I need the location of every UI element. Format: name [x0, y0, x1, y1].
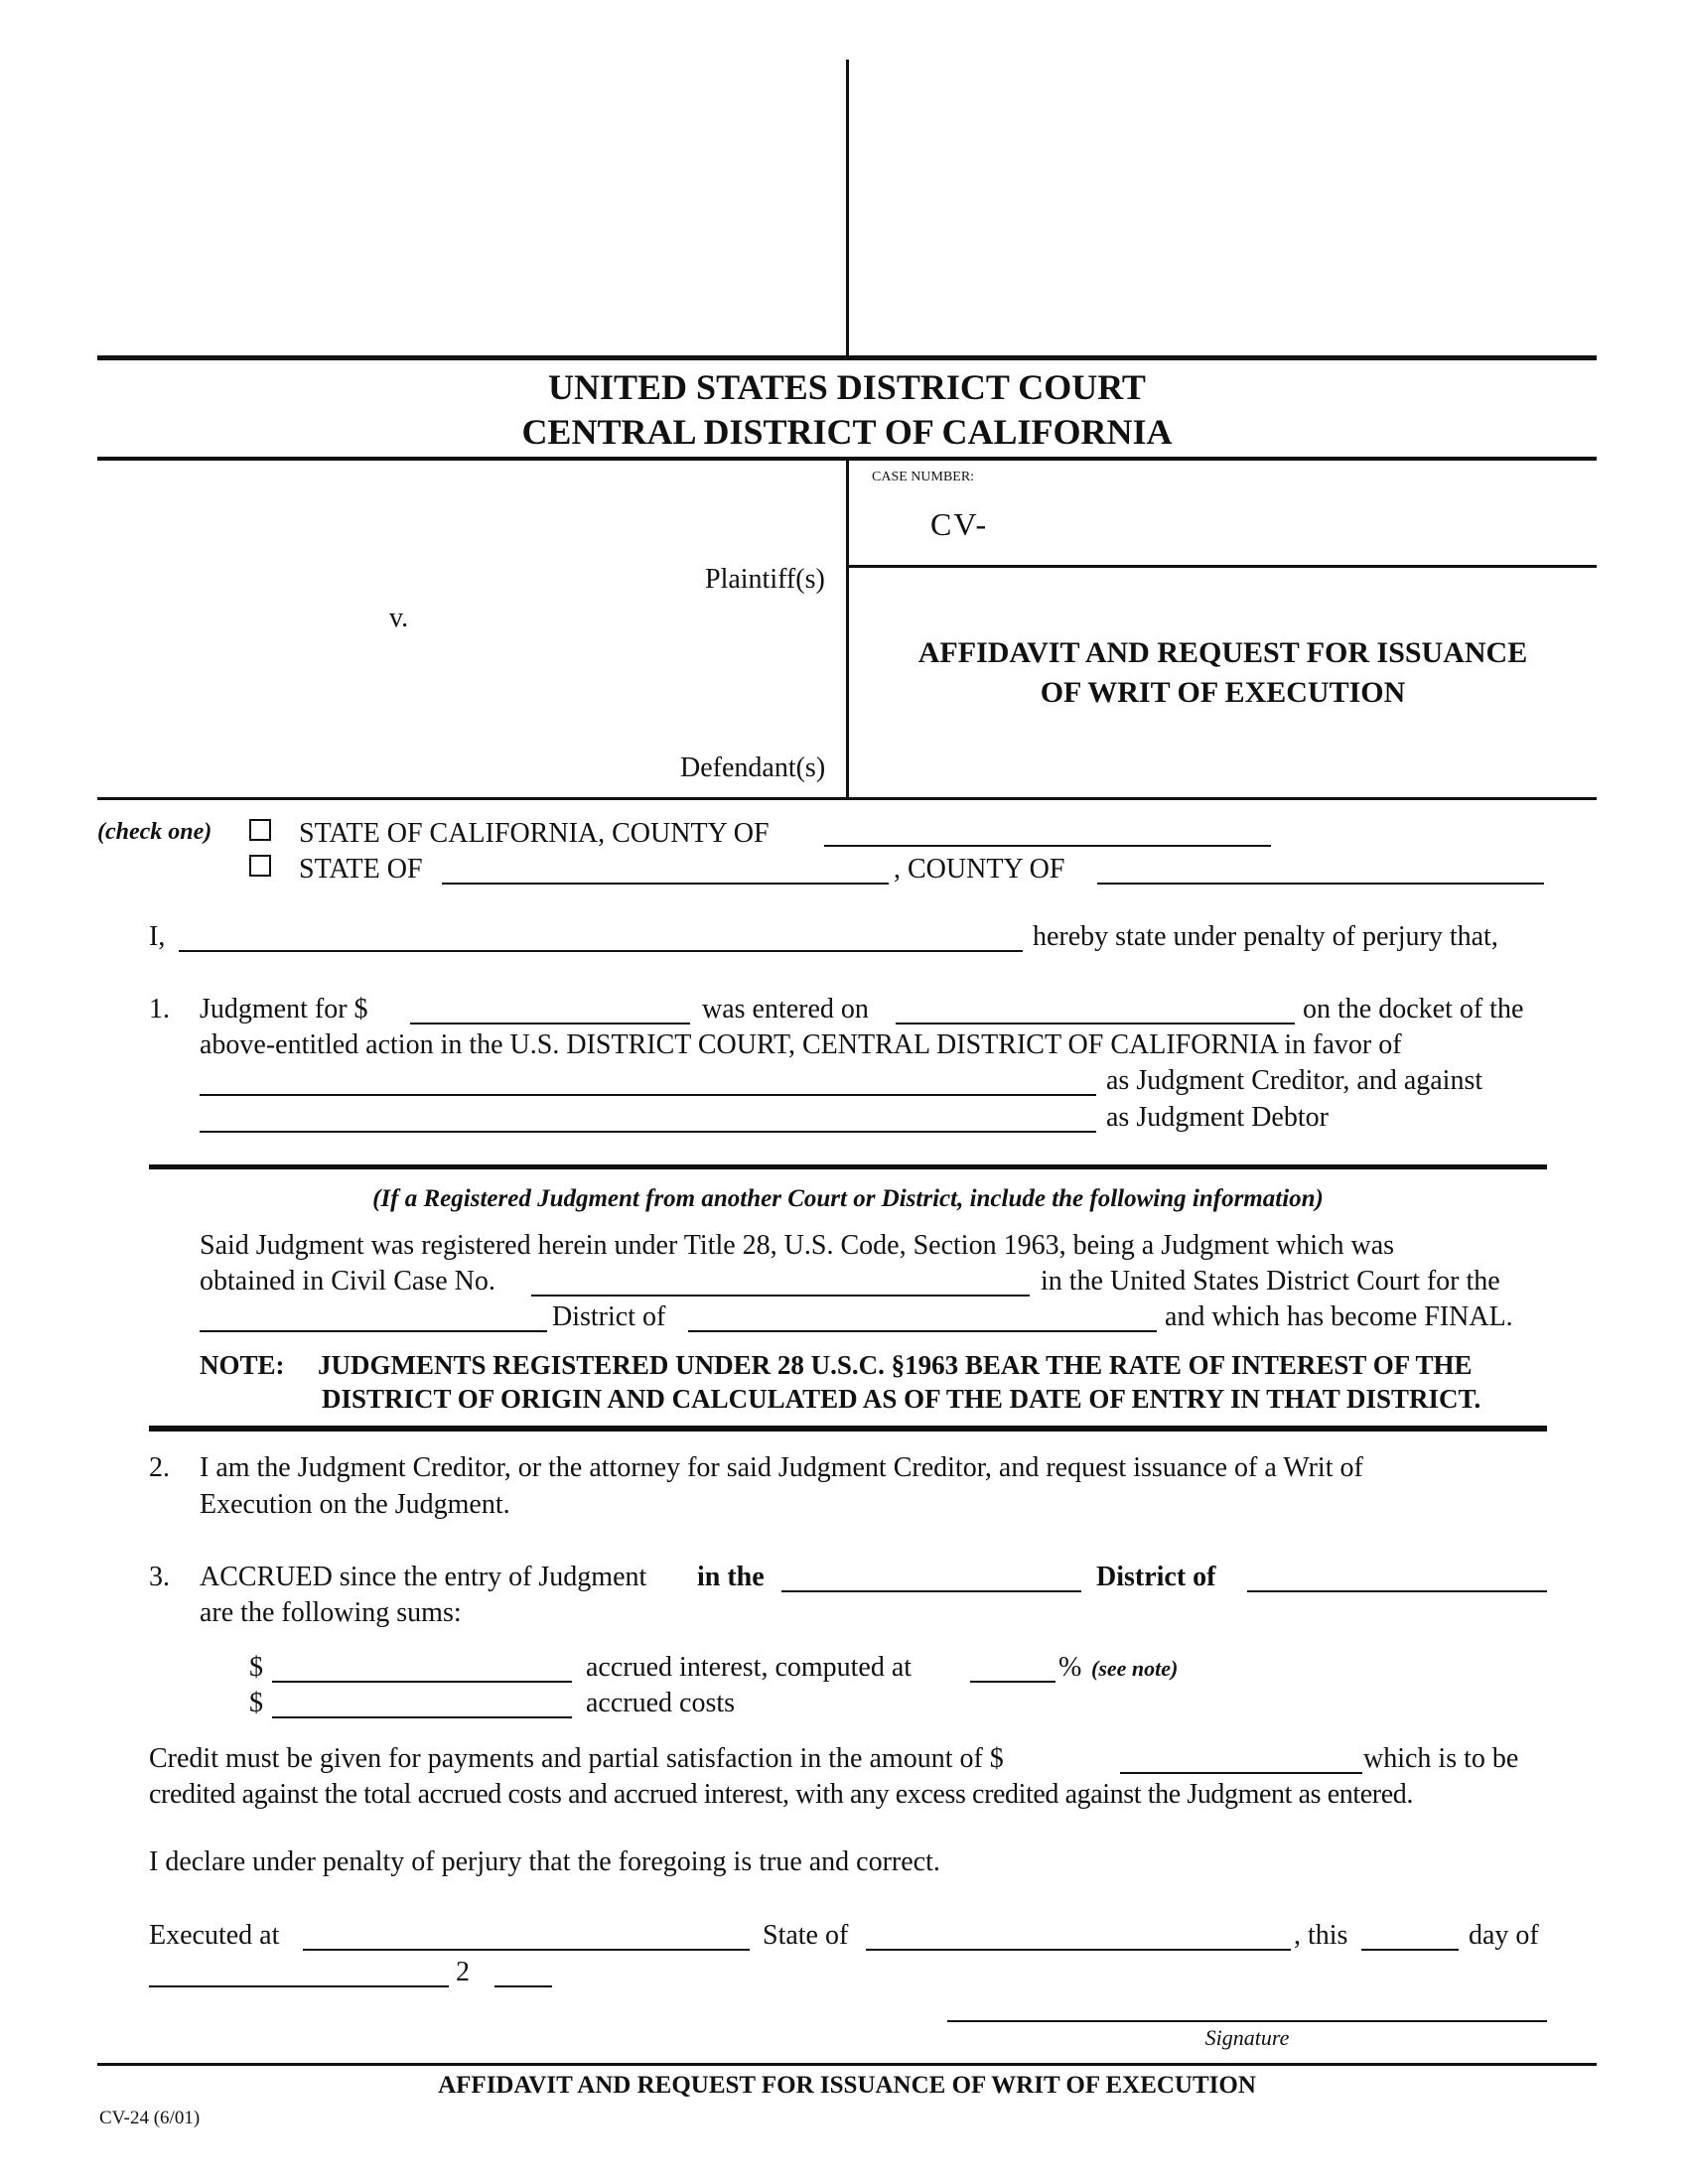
registered-court-for-label: in the United States District Court for the [1041, 1266, 1500, 1297]
item2-line1: I am the Judgment Creditor, or the attorney for said Judgment Creditor, and request issuance of a Writ of [200, 1452, 1363, 1483]
judgment-amount-field[interactable] [410, 1023, 690, 1024]
note-label: NOTE: [200, 1350, 285, 1380]
venue-other-state-checkbox[interactable] [249, 855, 271, 877]
signature-label: Signature [1204, 2025, 1290, 2050]
item3-in-the-label: in the [697, 1562, 765, 1592]
item3-line2: are the following sums: [200, 1597, 462, 1628]
venue-california-county-field[interactable] [824, 845, 1271, 847]
registered-civil-case-label: obtained in Civil Case No. [200, 1266, 495, 1297]
case-number-prefix[interactable]: CV- [930, 506, 989, 542]
case-number-label: CASE NUMBER: [872, 470, 975, 484]
registered-line1: Said Judgment was registered herein under Title 28, U.S. Code, Section 1963, being a Judgment which was [200, 1230, 1395, 1261]
form-id: CV-24 (6/01) [99, 2108, 201, 2128]
judgment-entry-date-field[interactable] [896, 1023, 1295, 1024]
header-top-rule [97, 355, 1597, 360]
costs-dollar-sign: $ [249, 1688, 263, 1718]
registered-heading: (If a Registered Judgment from another Court or District, include the following information) [372, 1185, 1324, 1212]
credit-amount-field[interactable] [1120, 1772, 1362, 1774]
executed-month-field[interactable] [149, 1985, 449, 1987]
see-note-label: (see note) [1091, 1656, 1179, 1681]
accrued-interest-label: accrued interest, computed at [586, 1652, 913, 1683]
executed-city-field[interactable] [303, 1949, 750, 1951]
origin-court-name-field[interactable] [200, 1330, 547, 1332]
accrued-court-field[interactable] [781, 1590, 1081, 1592]
item3-district-of-label: District of [1096, 1562, 1216, 1592]
percent-sign: % [1058, 1652, 1082, 1683]
plaintiff-label: Plaintiff(s) [705, 564, 825, 595]
venue-other-county-label: , COUNTY OF [894, 854, 1065, 885]
versus-label: v. [389, 603, 409, 633]
court-name-line1: UNITED STATES DISTRICT COURT [548, 367, 1146, 407]
caption-bottom-rule [97, 797, 1597, 800]
credit-line1b: which is to be [1363, 1743, 1519, 1774]
executed-year-prefix: 2 [456, 1957, 470, 1987]
judgment-for-label: Judgment for $ [200, 994, 368, 1024]
judgment-creditor-field[interactable] [200, 1094, 1096, 1096]
docket-label: on the docket of the [1303, 994, 1524, 1024]
executed-day-field[interactable] [1361, 1949, 1459, 1951]
interest-dollar-sign: $ [249, 1652, 263, 1683]
registered-final-label: and which has become FINAL. [1165, 1301, 1513, 1332]
item2-number: 2. [149, 1452, 170, 1483]
judgment-creditor-label: as Judgment Creditor, and against [1106, 1065, 1483, 1096]
item3-number: 3. [149, 1562, 170, 1592]
declaration-statement: I declare under penalty of perjury that the foregoing is true and correct. [149, 1846, 940, 1877]
venue-other-state-label: STATE OF [299, 854, 423, 885]
accrued-district-field[interactable] [1247, 1590, 1547, 1592]
court-name-line2: CENTRAL DISTRICT OF CALIFORNIA [521, 412, 1173, 452]
accrued-costs-label: accrued costs [586, 1688, 736, 1718]
judgment-debtor-field[interactable] [200, 1131, 1096, 1133]
venue-california-checkbox[interactable] [249, 819, 271, 841]
affiant-name-field[interactable] [179, 950, 1023, 952]
credit-line1a: Credit must be given for payments and partial satisfaction in the amount of $ [149, 1743, 1004, 1774]
accrued-costs-amount-field[interactable] [272, 1716, 572, 1718]
case-number-rule [846, 565, 1597, 568]
registered-section-top-rule [149, 1164, 1547, 1169]
origin-district-field[interactable] [688, 1330, 1157, 1332]
venue-other-county-field[interactable] [1097, 883, 1544, 885]
executed-state-field[interactable] [866, 1949, 1291, 1951]
check-one-label: (check one) [97, 819, 212, 845]
registered-district-of-label: District of [552, 1301, 666, 1332]
credit-line2: credited against the total accrued costs and accrued interest, with any excess credited against the Judgment as entered. [149, 1779, 1413, 1810]
affiant-i-label: I, [149, 921, 166, 952]
affiant-statement-tail: hereby state under penalty of perjury that, [1033, 921, 1498, 952]
executed-this-label: , this [1294, 1920, 1348, 1951]
executed-at-label: Executed at [149, 1920, 280, 1951]
note-line2: DISTRICT OF ORIGIN AND CALCULATED AS OF THE DATE OF ENTRY IN THAT DISTRICT. [322, 1384, 1481, 1414]
caption-top-divider [846, 60, 849, 357]
accrued-interest-amount-field[interactable] [272, 1681, 572, 1683]
footer-rule [97, 2063, 1597, 2066]
defendant-label: Defendant(s) [680, 752, 826, 783]
item1-number: 1. [149, 994, 170, 1024]
footer-title: AFFIDAVIT AND REQUEST FOR ISSUANCE OF WRIT OF EXECUTION [438, 2072, 1256, 2099]
civil-case-number-field[interactable] [531, 1295, 1030, 1297]
document-title-line1: AFFIDAVIT AND REQUEST FOR ISSUANCE [917, 636, 1528, 669]
note-line1: JUDGMENTS REGISTERED UNDER 28 U.S.C. §1963 BEAR THE RATE OF INTEREST OF THE [318, 1350, 1473, 1380]
executed-year-field[interactable] [494, 1985, 552, 1987]
interest-rate-field[interactable] [970, 1681, 1055, 1683]
document-title-line2: OF WRIT OF EXECUTION [1040, 676, 1406, 709]
executed-day-of-label: day of [1469, 1920, 1539, 1951]
signature-field[interactable] [947, 2020, 1547, 2022]
caption-center-divider [846, 459, 849, 798]
registered-section-bottom-rule [149, 1426, 1547, 1432]
executed-state-of-label: State of [763, 1920, 849, 1951]
item2-line2: Execution on the Judgment. [200, 1489, 510, 1520]
item3-accrued-label: ACCRUED since the entry of Judgment [200, 1562, 647, 1592]
judgment-debtor-label: as Judgment Debtor [1106, 1102, 1329, 1133]
item1-line2: above-entitled action in the U.S. DISTRICT COURT, CENTRAL DISTRICT OF CALIFORNIA in favor of [200, 1029, 1402, 1060]
entered-on-label: was entered on [702, 994, 869, 1024]
venue-other-state-field[interactable] [442, 883, 889, 885]
venue-california-label: STATE OF CALIFORNIA, COUNTY OF [299, 818, 770, 849]
